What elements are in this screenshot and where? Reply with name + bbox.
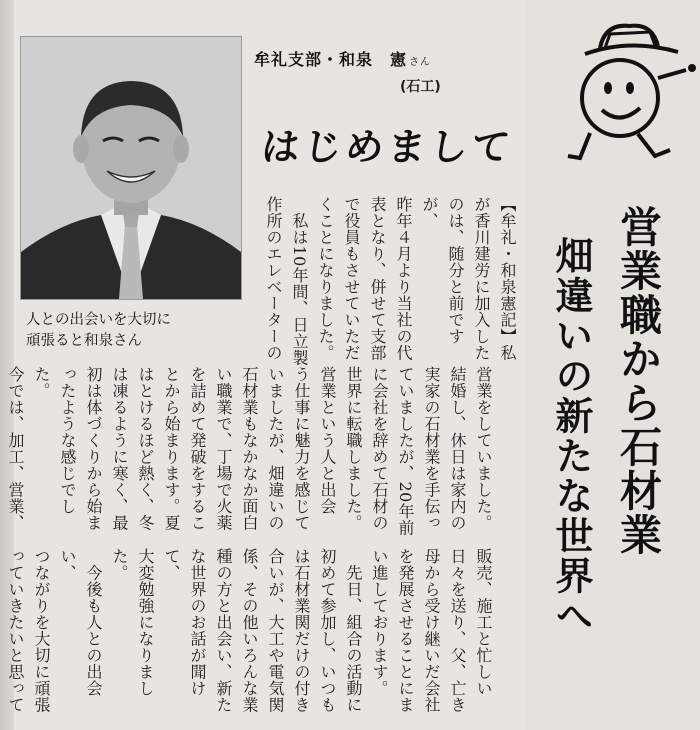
portrait-illustration (21, 37, 241, 299)
article-line: を詰めて発破をするこ (188, 366, 207, 531)
article-line: いましたが、畑違いの (266, 366, 285, 531)
article-line: 大変勉強になりました。 (110, 548, 155, 697)
article-line: で役員もさせていただ (342, 196, 361, 361)
author-name: 牟礼支部・和泉 憲 (254, 50, 408, 69)
article-line: 初めて参加し、いつも (318, 548, 337, 713)
article-line: 今後も人との出会い、 (58, 548, 103, 697)
article-line: 世界に転職しました。 (344, 366, 363, 531)
article-line: 係、その他いろんな業 (240, 548, 259, 713)
article-line: い進しております。 (370, 548, 389, 697)
article-line: な世界のお話が聞けて、 (162, 548, 207, 697)
article-line: 営業をしていました。 (474, 366, 493, 531)
article-line: 合いが、大工や電気関 (266, 548, 285, 713)
author-suffix: さん (409, 57, 432, 68)
article-line: 先日、組合の活動に (344, 548, 363, 713)
article-line: は石材業関だけの付き (292, 548, 311, 713)
article-line: 初は体づくりから始ま (84, 366, 103, 531)
caption-line-2: 頑張ると和泉さん (26, 333, 142, 349)
article-line: 日々を送り、父、亡き (448, 548, 467, 713)
article-line: 表となり、併せて支部 (368, 196, 387, 361)
article-lower-right-block (6, 366, 496, 542)
article-line: を発展させることにま (396, 548, 415, 713)
article-line: つながりを大切に頑張 (32, 548, 51, 713)
article-line: 販売、施工と忙しい (474, 548, 493, 697)
article-line: っていきたいと思って (6, 548, 25, 713)
article-line: はとけるほど熱く、冬 (136, 366, 155, 531)
article-line: 営業という人と出会 (318, 366, 337, 515)
author-byline (254, 47, 431, 70)
headline-main: 営業職から石材業 (614, 205, 663, 557)
article-line (0, 548, 2, 724)
article-line: 今では、加工、営業、 (6, 366, 25, 531)
article-lower-right-text (2, 366, 496, 542)
article-line: くことになりました。 (316, 196, 335, 361)
article-line: 作所のエレベーターの (264, 196, 283, 361)
article-upper-text (260, 196, 520, 366)
article-line: 昨年４月より当社の代 (394, 196, 413, 361)
article-lower-left-text (0, 548, 496, 724)
article-line: 母から受け継いだ会社 (422, 548, 441, 713)
article-line: に会社を辞めて石材の (370, 366, 389, 531)
article-line: い職業で、丁場で火薬 (214, 366, 233, 531)
article-line: 私は10年間、日立製 (290, 196, 309, 366)
portrait-photo (20, 36, 242, 300)
article-line: 実家の石材業を手伝っ (422, 366, 441, 531)
article-line: は凍るように寒く、最 (110, 366, 129, 531)
article-line: 【牟礼・和泉憲記】私 (498, 196, 517, 361)
article-lower-left-block (6, 548, 496, 724)
article-line: とから始まります。夏 (162, 366, 181, 531)
article-line: が香川建労に加入した (472, 196, 491, 361)
photo-caption (26, 310, 236, 352)
article-line: 結婚し、休日は家内の (448, 366, 467, 531)
article-line: のは、随分と前ですが、 (420, 196, 465, 345)
article-upper-block (246, 196, 520, 366)
author-affiliation: (石工) (400, 79, 441, 95)
mascot-icon (560, 18, 700, 168)
article-line: う仕事に魅力を感じて (292, 366, 311, 531)
article-line: ったような感じでした。 (32, 366, 77, 515)
article-line: ていましたが、20年前 (396, 366, 415, 536)
article-line: 石材業もなかなか面白 (240, 366, 259, 531)
article-line: 種の方と出会い、新た (214, 548, 233, 713)
caption-line-1: 人との出会いを大切に (26, 312, 171, 328)
section-title: はじめまして (259, 125, 516, 169)
headline-sub: 畑違いの新たな世界へ (549, 236, 593, 636)
